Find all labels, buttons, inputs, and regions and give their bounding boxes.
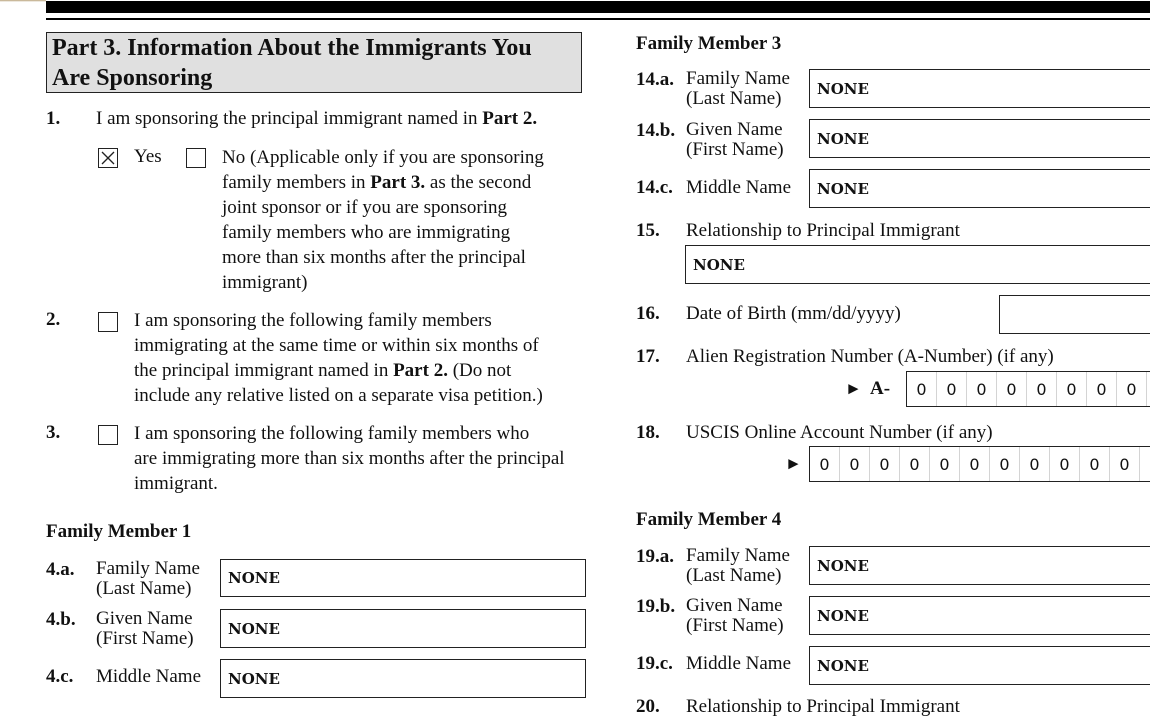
digit-cell[interactable]: 0 <box>907 372 937 406</box>
no-line-2-bold: Part 3. <box>370 172 426 193</box>
label-line-2: (Last Name) <box>686 565 782 586</box>
fm4-given-name-label <box>686 596 784 636</box>
fm3-relationship-label: Relationship to Principal Immigrant <box>686 220 960 241</box>
fm3-relationship-input[interactable]: NONE <box>685 245 1150 284</box>
fm3-middle-name-input[interactable]: NONE <box>809 169 1150 208</box>
fm3-given-name-input[interactable]: NONE <box>809 119 1150 158</box>
q2-checkbox[interactable] <box>98 312 118 332</box>
digit-cell[interactable]: 0 <box>810 447 840 481</box>
part-title-line2: Are Sponsoring <box>52 65 213 91</box>
fm4-middle-name-label: Middle Name <box>686 653 792 674</box>
label-line-2: (First Name) <box>686 615 784 636</box>
no-line-2 <box>222 170 592 195</box>
digit-cell[interactable]: 0 <box>1110 447 1140 481</box>
fm3-family-name-label <box>686 69 790 109</box>
item-number: 14.a. <box>636 69 674 90</box>
a-number-prefix: A- <box>870 378 891 399</box>
no-checkbox[interactable] <box>186 148 206 168</box>
item-number: 14.b. <box>636 120 676 141</box>
digit-cell[interactable]: 0 <box>1020 447 1050 481</box>
item-number: 1. <box>46 108 61 129</box>
digit-cell[interactable]: 0 <box>1117 372 1147 406</box>
fm1-given-name-label <box>96 609 194 649</box>
fm4-middle-name-input[interactable]: NONE <box>809 646 1150 685</box>
no-line-1: No (Applicable only if you are sponsoring <box>222 147 544 168</box>
fm3-uscis-account-label: USCIS Online Account Number (if any) <box>686 422 993 443</box>
fm4-family-name-input[interactable]: NONE <box>809 546 1150 585</box>
no-line-3: joint sponsor or if you are sponsoring <box>222 197 507 218</box>
digit-cell[interactable]: 0 <box>960 447 990 481</box>
digit-cell[interactable]: 0 <box>997 372 1027 406</box>
fm3-dob-input[interactable] <box>999 295 1150 334</box>
no-line-5: more than six months after the principal <box>222 247 526 268</box>
window-top-shadow <box>0 0 46 2</box>
digit-cell[interactable]: 0 <box>1087 372 1117 406</box>
fm1-middle-name-input[interactable]: NONE <box>220 659 586 698</box>
digit-cell[interactable]: 0 <box>1050 447 1080 481</box>
label-line-1: Family Name <box>686 68 790 89</box>
digit-cell[interactable]: 0 <box>840 447 870 481</box>
q1-text <box>96 108 537 130</box>
item-number: 17. <box>636 346 660 367</box>
digit-cell[interactable]: 0 <box>1080 447 1110 481</box>
item-number: 15. <box>636 220 660 241</box>
no-line-2-suffix: as the second <box>425 172 532 193</box>
item-number: 3. <box>46 422 61 443</box>
item-number: 19.c. <box>636 653 673 674</box>
digit-cell[interactable]: 0 <box>990 447 1020 481</box>
item-number: 4.a. <box>46 559 75 580</box>
label-line-1: Family Name <box>686 545 790 566</box>
yes-checkbox[interactable] <box>98 148 118 168</box>
no-option-text <box>222 145 592 295</box>
label-line-1: Given Name <box>686 119 783 140</box>
q1-text-prefix: I am sponsoring the principal immigrant named in <box>96 108 483 129</box>
q2-line-3-bold: Part 2. <box>393 360 448 381</box>
item-number: 18. <box>636 422 660 443</box>
fm3-a-number-label: Alien Registration Number (A-Number) (if any) <box>686 346 1054 367</box>
item-number: 16. <box>636 303 660 324</box>
family-member-3-title: Family Member 3 <box>636 33 782 54</box>
label-line-1: Given Name <box>686 595 783 616</box>
q3-line-3: immigrant. <box>134 473 218 494</box>
part-title <box>46 32 582 93</box>
fm1-middle-name-label: Middle Name <box>96 666 202 687</box>
item-number: 4.b. <box>46 609 76 630</box>
fm3-middle-name-label: Middle Name <box>686 177 792 198</box>
digit-cell[interactable]: 0 <box>930 447 960 481</box>
item-number: 19.b. <box>636 596 676 617</box>
fm1-family-name-input[interactable]: NONE <box>220 559 586 597</box>
q2-line-2: immigrating at the same time or within six months of <box>134 335 539 356</box>
label-line-1: Given Name <box>96 608 193 629</box>
digit-cell[interactable]: 0 <box>870 447 900 481</box>
arrow-right-icon: ► <box>845 379 862 398</box>
a-number-input[interactable] <box>906 371 1150 407</box>
item-number: 20. <box>636 696 660 717</box>
item-number: 2. <box>46 309 61 330</box>
page-header-bar <box>46 1 1150 13</box>
fm3-dob-label: Date of Birth (mm/dd/yyyy) <box>686 303 901 324</box>
family-member-1-title: Family Member 1 <box>46 521 192 542</box>
q3-text <box>134 421 594 496</box>
q2-line-3 <box>134 358 594 383</box>
family-member-4-title: Family Member 4 <box>636 509 782 530</box>
label-line-2: (Last Name) <box>96 578 192 599</box>
digit-cell[interactable]: 0 <box>967 372 997 406</box>
q1-text-bold: Part 2. <box>482 108 538 129</box>
label-line-1: Family Name <box>96 558 200 579</box>
checkmark-x-icon <box>99 149 117 167</box>
item-number: 19.a. <box>636 546 674 567</box>
digit-cell[interactable]: 0 <box>1027 372 1057 406</box>
fm3-given-name-label <box>686 120 784 160</box>
yes-label: Yes <box>134 146 162 167</box>
fm4-relationship-label: Relationship to Principal Immigrant <box>686 696 960 717</box>
label-line-2: (First Name) <box>686 139 784 160</box>
item-number: 14.c. <box>636 177 673 198</box>
no-line-6: immigrant) <box>222 272 308 293</box>
header-rule <box>46 18 1150 20</box>
no-line-2-prefix: family members in <box>222 172 371 193</box>
fm4-family-name-label <box>686 546 790 586</box>
q3-checkbox[interactable] <box>98 425 118 445</box>
digit-cell[interactable]: 0 <box>900 447 930 481</box>
q2-line-3-suffix: (Do not <box>447 360 512 381</box>
digit-cell[interactable]: 0 <box>937 372 967 406</box>
item-number: 4.c. <box>46 666 74 687</box>
fm4-given-name-input[interactable]: NONE <box>809 596 1150 635</box>
arrow-right-icon: ► <box>785 454 802 473</box>
label-line-2: (Last Name) <box>686 88 782 109</box>
no-line-4: family members who are immigrating <box>222 222 511 243</box>
q2-line-1: I am sponsoring the following family members <box>134 310 492 331</box>
uscis-account-input[interactable] <box>809 446 1150 482</box>
q3-line-1: I am sponsoring the following family members who <box>134 423 530 444</box>
fm1-given-name-input[interactable]: NONE <box>220 609 586 648</box>
q2-line-4: include any relative listed on a separate visa petition.) <box>134 385 543 406</box>
q2-line-3-prefix: the principal immigrant named in <box>134 360 394 381</box>
q3-line-2: are immigrating more than six months after the principal <box>134 448 565 469</box>
part-title-line1: Part 3. Information About the Immigrants You <box>52 35 532 61</box>
fm3-family-name-input[interactable]: NONE <box>809 69 1150 108</box>
fm1-family-name-label <box>96 559 200 599</box>
q2-text <box>134 308 594 408</box>
label-line-2: (First Name) <box>96 628 194 649</box>
digit-cell[interactable]: 0 <box>1057 372 1087 406</box>
